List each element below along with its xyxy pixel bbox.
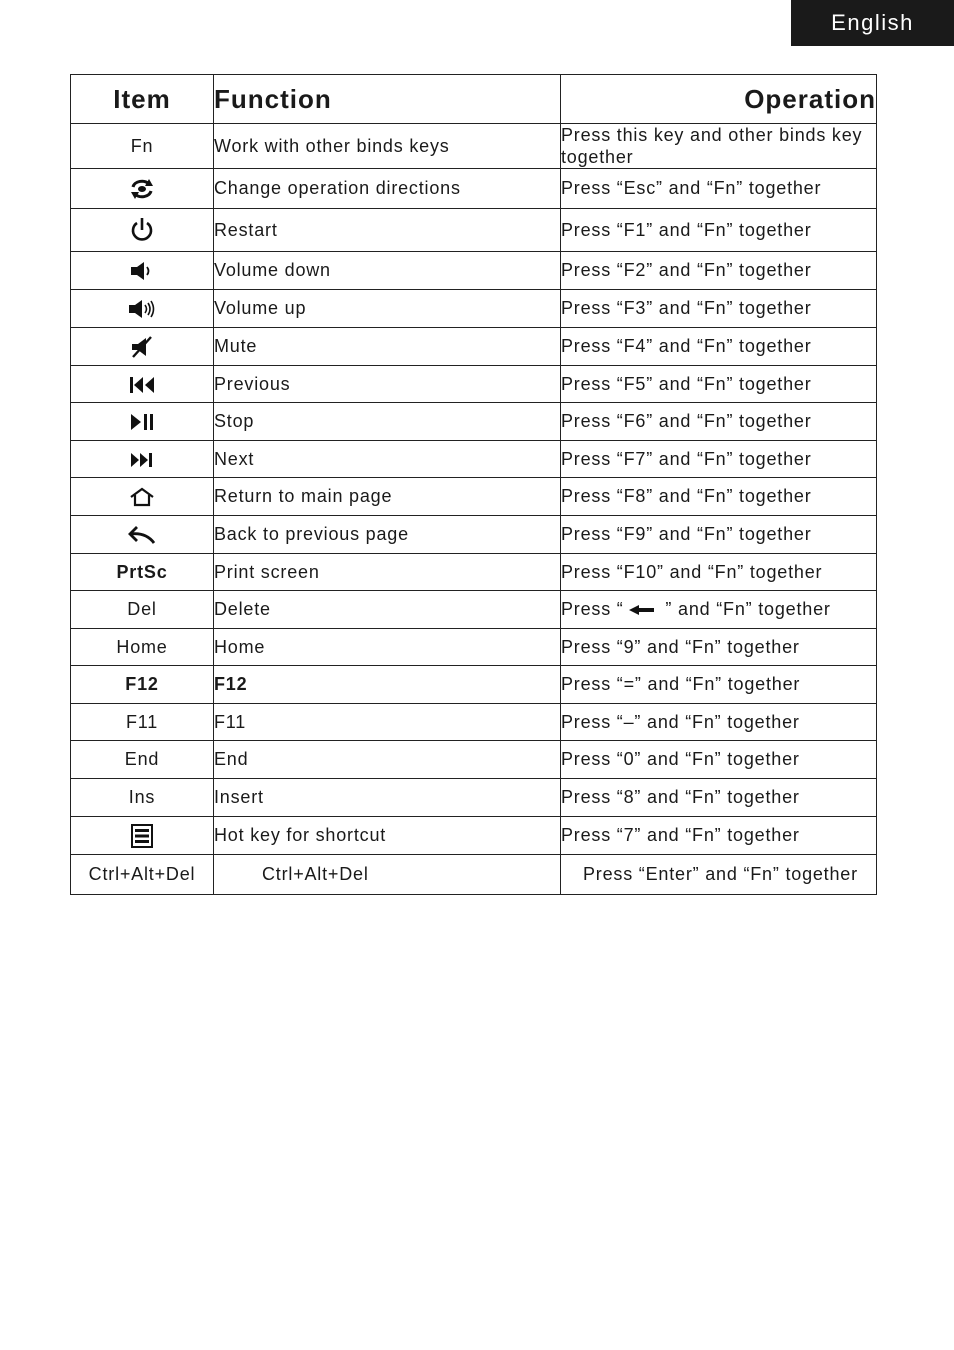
table-row [71,741,877,779]
operation-cell: Press “F5” and “Fn” together [561,366,877,403]
operation-cell: Press “F7” and “Fn” together [561,441,877,478]
item-cell: F11 [71,704,214,741]
item-cell [71,209,214,252]
item-cell: PrtSc [71,554,214,591]
table-row [71,591,877,629]
function-cell: Back to previous page [214,516,561,554]
operation-cell: Press “F6” and “Fn” together [561,403,877,441]
function-cell: Work with other binds keys [214,124,561,169]
item-cell: Ctrl+Alt+Del [71,855,214,895]
function-cell: Return to main page [214,478,561,516]
operation-cell: Press “–” and “Fn” together [561,704,877,741]
operation-cell: Press “F8” and “Fn” together [561,478,877,516]
operation-cell: Press “F2” and “Fn” together [561,252,877,290]
power-icon [130,217,154,243]
function-cell: Change operation directions [214,169,561,209]
operation-prefix: Press “ [561,599,624,619]
table-row [71,666,877,704]
table-row [71,817,877,855]
operation-cell: Press this key and other binds key together [561,124,877,169]
function-cell: F12 [214,666,561,704]
item-cell: Fn [71,124,214,169]
operation-cell [561,591,877,629]
operation-cell: Press “Esc” and “Fn” together [561,169,877,209]
play-pause-icon [129,413,155,431]
operation-cell: Press “F10” and “Fn” together [561,554,877,591]
function-cell: Volume down [214,252,561,290]
item-cell [71,403,214,441]
operation-suffix: ” and “Fn” together [659,599,831,619]
function-cell: F11 [214,704,561,741]
table-row [71,209,877,252]
item-cell [71,817,214,855]
header-function: Function [214,75,561,124]
home-icon [129,487,155,507]
operation-cell: Press “Enter” and “Fn” together [561,855,877,895]
item-cell: Home [71,629,214,666]
function-cell: Delete [214,591,561,629]
item-cell [71,441,214,478]
function-cell: Insert [214,779,561,817]
table-row [71,478,877,516]
key-function-table [70,74,877,895]
function-cell: Next [214,441,561,478]
backspace-arrow-icon [628,604,656,616]
operation-cell: Press “7” and “Fn” together [561,817,877,855]
previous-track-icon [128,376,156,394]
operation-cell: Press “F1” and “Fn” together [561,209,877,252]
operation-cell: Press “0” and “Fn” together [561,741,877,779]
item-cell [71,252,214,290]
item-cell [71,366,214,403]
item-cell: End [71,741,214,779]
operation-cell: Press “F3” and “Fn” together [561,290,877,328]
item-cell [71,516,214,554]
table-row [71,554,877,591]
header-operation: Operation [561,75,877,124]
function-cell: Restart [214,209,561,252]
item-cell: Del [71,591,214,629]
operation-cell: Press “9” and “Fn” together [561,629,877,666]
table-row [71,124,877,169]
item-cell: Ins [71,779,214,817]
table-row [71,779,877,817]
table-row [71,629,877,666]
operation-cell: Press “=” and “Fn” together [561,666,877,704]
table-row [71,855,877,895]
item-cell [71,290,214,328]
function-cell: Previous [214,366,561,403]
table-row [71,328,877,366]
table-row [71,403,877,441]
function-cell: Hot key for shortcut [214,817,561,855]
table-header-row [71,75,877,124]
operation-cell: Press “F9” and “Fn” together [561,516,877,554]
item-cell [71,169,214,209]
table-row [71,704,877,741]
function-cell: Print screen [214,554,561,591]
function-cell: End [214,741,561,779]
volume-down-icon [129,261,155,281]
item-cell: F12 [71,666,214,704]
header-item: Item [71,75,214,124]
function-cell: Home [214,629,561,666]
language-tab: English [791,0,954,46]
table-row [71,169,877,209]
volume-up-icon [127,299,157,319]
table-row [71,252,877,290]
table-row [71,441,877,478]
operation-cell: Press “F4” and “Fn” together [561,328,877,366]
function-cell: Volume up [214,290,561,328]
rotate-arrows-icon [129,177,155,201]
next-track-icon [130,452,154,468]
function-cell: Stop [214,403,561,441]
operation-cell: Press “8” and “Fn” together [561,779,877,817]
table-row [71,366,877,403]
table-row [71,290,877,328]
back-arrow-icon [128,525,156,545]
mute-icon [130,336,154,358]
item-cell [71,328,214,366]
menu-list-icon [131,824,153,848]
function-cell: Mute [214,328,561,366]
item-cell [71,478,214,516]
function-cell: Ctrl+Alt+Del [214,855,561,895]
table-row [71,516,877,554]
